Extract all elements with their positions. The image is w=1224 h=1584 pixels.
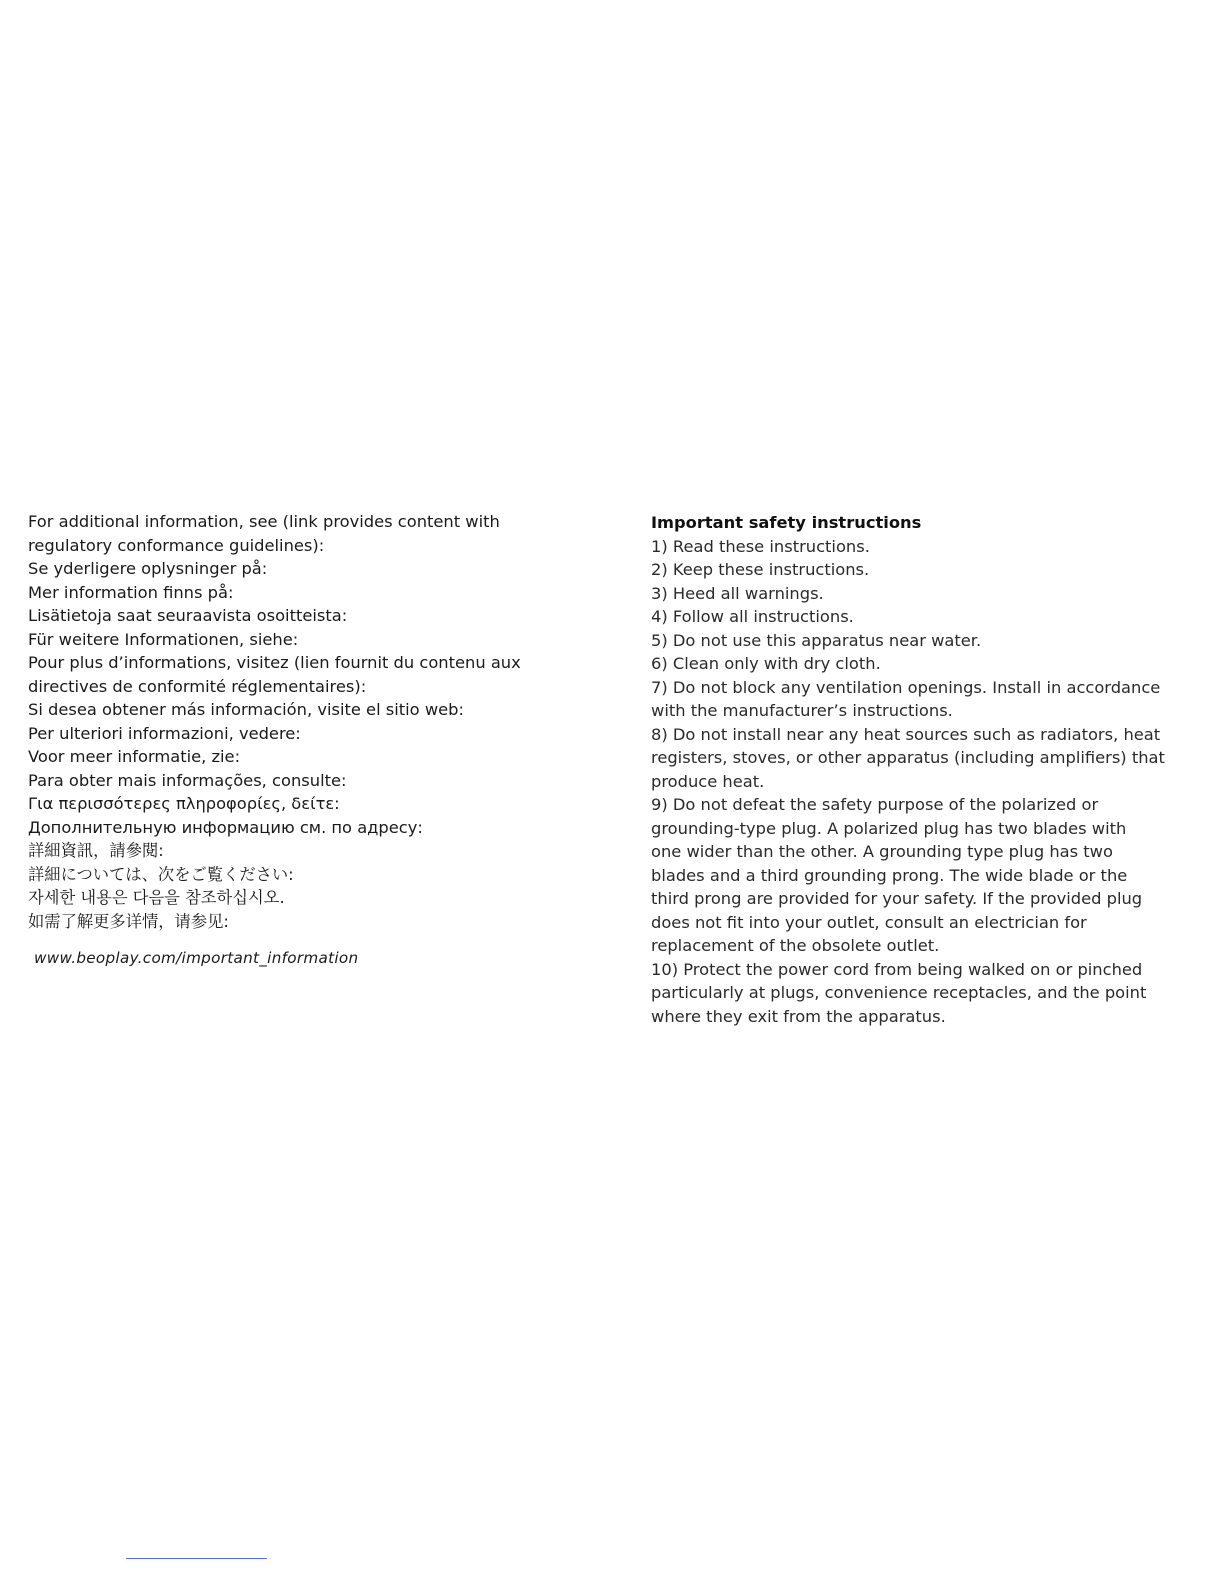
instruction-line: with the manufacturer’s instructions. [651, 701, 953, 720]
info-line: For additional information, see (link provides content with [28, 512, 500, 531]
instruction-line: where they exit from the apparatus. [651, 1006, 946, 1026]
info-line: 詳細については、次をご覧ください: [28, 864, 294, 884]
instruction-line: 6) Clean only with dry cloth. [651, 654, 881, 673]
info-line: Si desea obtener más información, visite el sitio web: [28, 700, 464, 719]
instruction-line: third prong are provided for your safety. If the provided plug [651, 889, 1143, 908]
info-line: Para obter mais informações, consulte: [28, 770, 347, 790]
info-line: Pour plus d’informations, visitez (lien fournit du contenu aux [28, 653, 521, 672]
safety-heading: Important safety instructions [651, 513, 922, 532]
info-links-column [28, 510, 588, 971]
instruction-line: 8) Do not install near any heat sources such as radiators, heat [651, 724, 1161, 744]
bottom-divider [126, 1558, 267, 1559]
info-line: 如需了解更多详情，请参见: [28, 911, 229, 931]
instruction-line: 7) Do not block any ventilation openings. Install in accordance [651, 677, 1161, 697]
instruction-line: 1) Read these instructions. [651, 536, 870, 556]
info-line: regulatory conformance guidelines): [28, 535, 325, 555]
instruction-line: particularly at plugs, convenience receptacles, and the point [651, 983, 1147, 1002]
safety-instructions-column [651, 511, 1211, 1028]
info-line: 詳細資訊，請參閱: [28, 841, 164, 860]
instruction-line: one wider than the other. A grounding type plug has two [651, 842, 1113, 861]
instruction-line: 10) Protect the power cord from being walked on or pinched [651, 959, 1143, 979]
info-line: Se yderligere oplysninger på: [28, 559, 268, 578]
info-line: Mer information finns på: [28, 582, 234, 602]
instruction-line: blades and a third grounding prong. The wide blade or the [651, 865, 1128, 885]
instruction-line: 9) Do not defeat the safety purpose of the polarized or [651, 795, 1099, 814]
info-line: Für weitere Informationen, siehe: [28, 629, 299, 649]
important-information-url[interactable]: www.beoplay.com/important_information [34, 949, 359, 967]
info-line: Voor meer informatie, zie: [28, 747, 241, 766]
instruction-line: 2) Keep these instructions. [651, 560, 870, 579]
info-line: Για περισσότερες πληροφορίες, δείτε: [28, 794, 340, 813]
instruction-line: 5) Do not use this apparatus near water. [651, 630, 982, 650]
info-line: Per ulteriori informazioni, vedere: [28, 723, 301, 743]
info-line: 자세한 내용은 다음을 참조하십시오. [28, 888, 285, 907]
instruction-line: grounding-type plug. A polarized plug has two blades with [651, 818, 1127, 838]
info-line: Lisätietoja saat seuraavista osoitteista: [28, 606, 348, 625]
instruction-line: produce heat. [651, 771, 765, 791]
instruction-line: does not fit into your outlet, consult an electrician for [651, 912, 1087, 932]
info-line: Дополнительную информацию см. по адресу: [28, 817, 423, 837]
info-line: directives de conformité réglementaires): [28, 676, 367, 696]
instruction-line: registers, stoves, or other apparatus (including amplifiers) that [651, 748, 1165, 767]
instruction-line: replacement of the obsolete outlet. [651, 936, 940, 955]
instruction-line: 4) Follow all instructions. [651, 607, 854, 626]
instruction-line: 3) Heed all warnings. [651, 583, 824, 603]
